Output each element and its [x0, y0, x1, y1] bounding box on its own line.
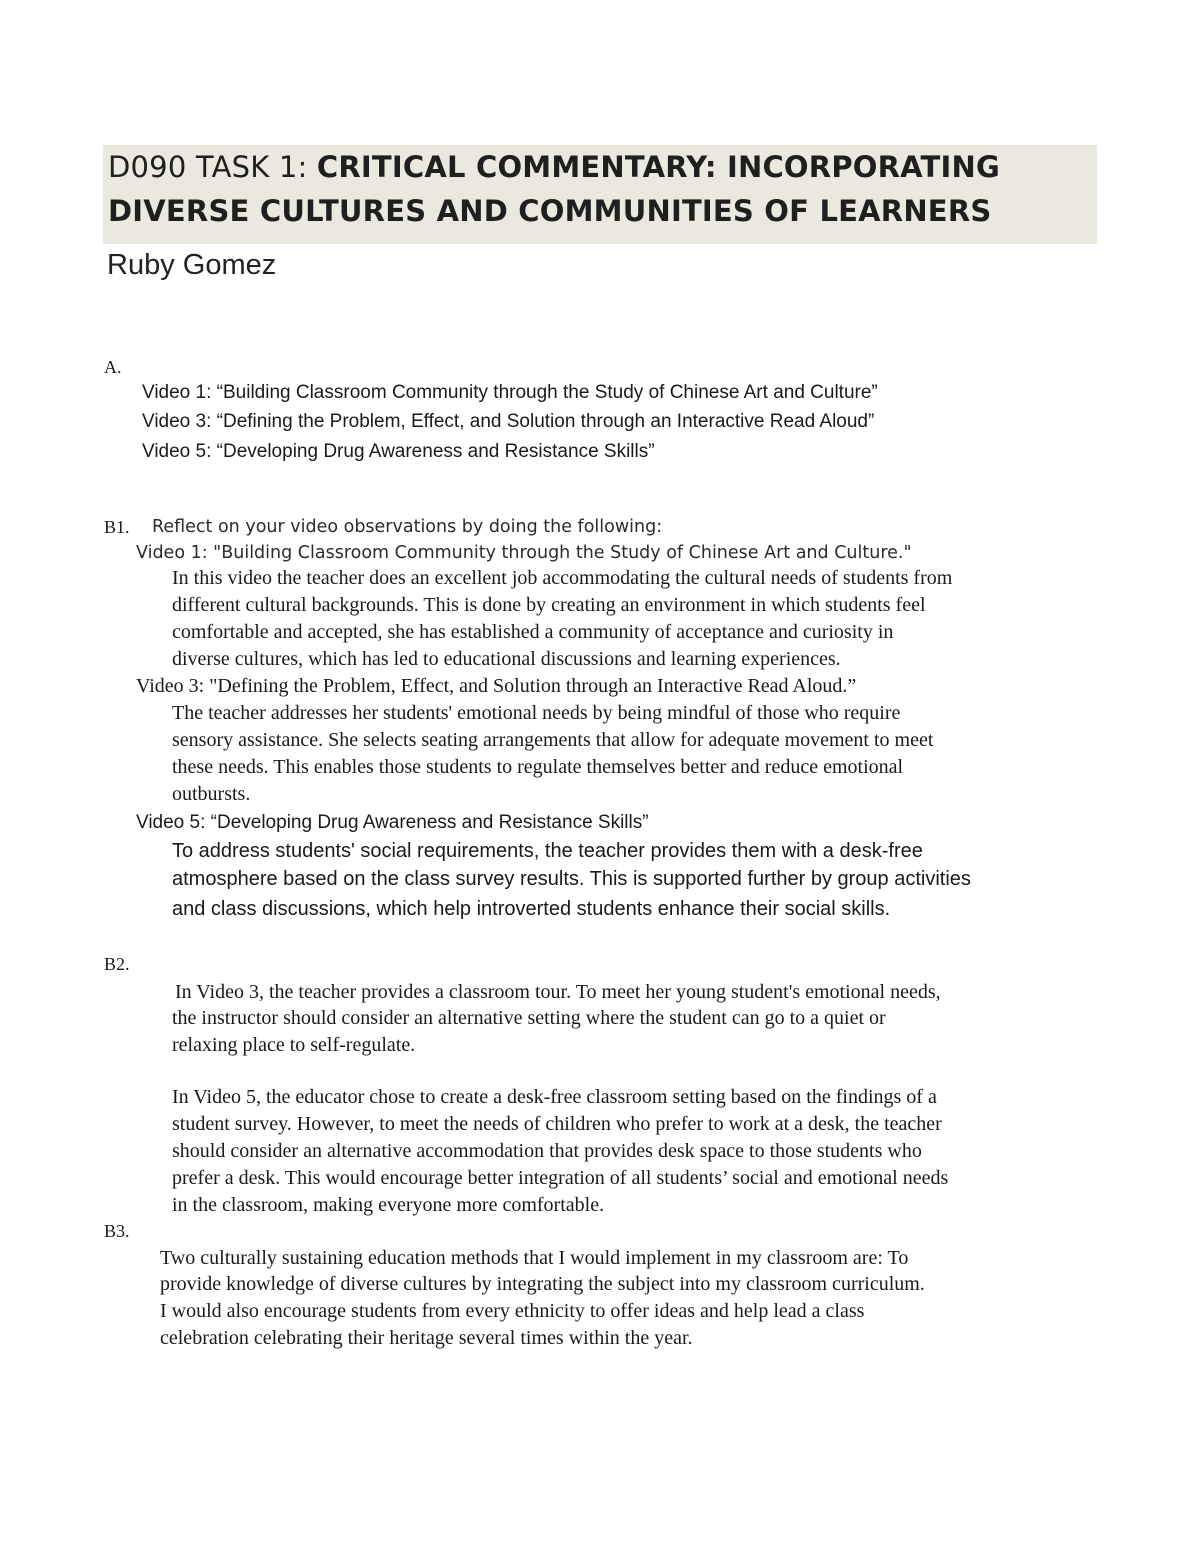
- b1-video-1-line-1: In this video the teacher does an excellent job accommodating the cultural needs of students from: [172, 567, 953, 589]
- section-a-video-3: Video 3: “Defining the Problem, Effect, and Solution through an Interactive Read Aloud”: [142, 411, 875, 432]
- b1-video-5-line-2: atmosphere based on the class survey results. This is supported further by group activities: [172, 868, 971, 890]
- b1-video-3-line-1: The teacher addresses her students' emotional needs by being mindful of those who require: [172, 702, 901, 724]
- b1-video-5-line-1: To address students' social requirements, the teacher provides them with a desk-free: [172, 840, 923, 862]
- b1-video-5-title: Video 5: “Developing Drug Awareness and Resistance Skills”: [136, 812, 649, 833]
- b2-para-2-line-3: should consider an alternative accommodation that provides desk space to those students who: [172, 1140, 922, 1162]
- section-b1-prompt: Reflect on your video observations by doing the following:: [152, 517, 663, 537]
- b1-video-1-line-3: comfortable and accepted, she has established a community of acceptance and curiosity in: [172, 621, 894, 643]
- section-a-label: A.: [104, 357, 122, 377]
- b2-para-2-line-4: prefer a desk. This would encourage better integration of all students’ social and emotional needs: [172, 1167, 949, 1189]
- b3-line-4: celebration celebrating their heritage several times within the year.: [160, 1327, 693, 1349]
- title-prefix: D090 TASK 1:: [108, 150, 317, 184]
- b2-para-1-line-2: the instructor should consider an alternative setting where the student can go to a quiet or: [172, 1007, 886, 1029]
- b2-para-2-line-5: in the classroom, making everyone more comfortable.: [172, 1194, 605, 1216]
- b1-video-5-line-3: and class discussions, which help introverted students enhance their social skills.: [172, 898, 891, 920]
- b1-video-1-title: Video 1: "Building Classroom Community through the Study of Chinese Art and Culture.": [136, 543, 912, 563]
- b1-video-3-line-3: these needs. This enables those students to regulate themselves better and reduce emotional: [172, 756, 904, 778]
- section-a-video-5: Video 5: “Developing Drug Awareness and Resistance Skills”: [142, 441, 655, 462]
- document-title-line-2: DIVERSE CULTURES AND COMMUNITIES OF LEARNERS: [108, 194, 992, 228]
- author-name: Ruby Gomez: [107, 249, 277, 281]
- section-b1-label: B1.: [104, 517, 130, 537]
- b2-para-2-line-2: student survey. However, to meet the needs of children who prefer to work at a desk, the teacher: [172, 1113, 942, 1135]
- section-b2-label: B2.: [104, 954, 130, 974]
- b1-video-1-line-4: diverse cultures, which has led to educational discussions and learning experiences.: [172, 648, 841, 670]
- section-a-video-1: Video 1: “Building Classroom Community through the Study of Chinese Art and Culture”: [142, 382, 878, 403]
- title-line-1-text: CRITICAL COMMENTARY: INCORPORATING: [316, 150, 1000, 184]
- b3-line-3: I would also encourage students from every ethnicity to offer ideas and help lead a class: [160, 1300, 865, 1322]
- b3-line-1: Two culturally sustaining education methods that I would implement in my classroom are: To: [160, 1247, 909, 1269]
- b2-para-2-line-1: In Video 5, the educator chose to create a desk-free classroom setting based on the findings of a: [172, 1086, 937, 1108]
- b1-video-3-line-4: outbursts.: [172, 783, 251, 805]
- b3-line-2: provide knowledge of diverse cultures by integrating the subject into my classroom curriculum.: [160, 1273, 925, 1295]
- b1-video-3-title: Video 3: "Defining the Problem, Effect, and Solution through an Interactive Read Aloud.”: [136, 675, 857, 697]
- b1-video-3-line-2: sensory assistance. She selects seating arrangements that allow for adequate movement to meet: [172, 729, 934, 751]
- b2-para-1-line-1: In Video 3, the teacher provides a classroom tour. To meet her young student's emotional needs,: [175, 981, 941, 1003]
- b1-video-1-line-2: different cultural backgrounds. This is done by creating an environment in which students feel: [172, 594, 926, 616]
- section-b3-label: B3.: [104, 1221, 130, 1241]
- b2-para-1-line-3: relaxing place to self-regulate.: [172, 1034, 416, 1056]
- document-title-line-1: [108, 150, 1000, 184]
